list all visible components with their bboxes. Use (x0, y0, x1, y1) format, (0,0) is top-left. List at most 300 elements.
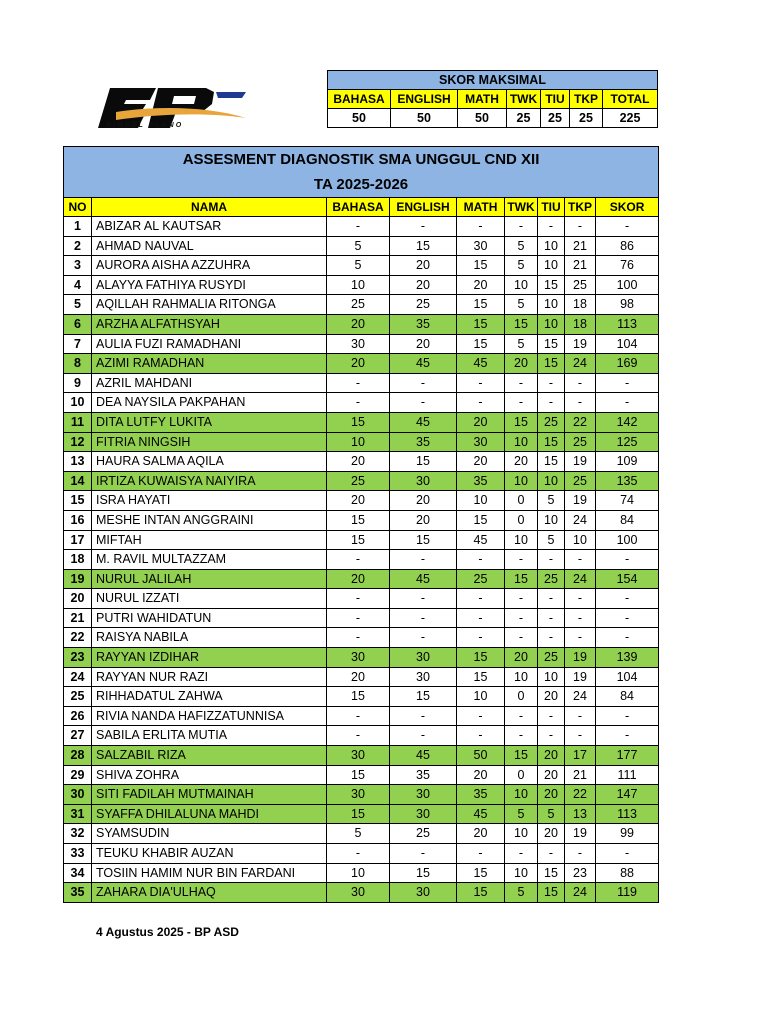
cell-tkp: 25 (565, 275, 596, 295)
cell-twk: 10 (505, 667, 538, 687)
cell-nama: AQILLAH RAHMALIA RITONGA (92, 295, 327, 315)
logo-text: BIMBEL PLANO (106, 122, 184, 129)
cell-bahasa: - (327, 706, 390, 726)
cell-tkp: 24 (565, 687, 596, 707)
table-row (64, 530, 659, 550)
cell-math: 45 (457, 530, 505, 550)
cell-tiu: 25 (538, 648, 565, 668)
cell-tiu: 20 (538, 824, 565, 844)
cell-tkp: 21 (565, 256, 596, 276)
cell-bahasa: 20 (327, 667, 390, 687)
cell-math: - (457, 706, 505, 726)
cell-nama: DEA NAYSILA PAKPAHAN (92, 393, 327, 413)
table-row (64, 785, 659, 805)
cell-no: 12 (64, 432, 92, 452)
cell-bahasa: 20 (327, 491, 390, 511)
cell-nama: NURUL IZZATI (92, 589, 327, 609)
cell-bahasa: 30 (327, 785, 390, 805)
cell-twk: 20 (505, 452, 538, 472)
cell-twk: 5 (505, 295, 538, 315)
table-row (64, 275, 659, 295)
cell-twk: - (505, 373, 538, 393)
table-row (64, 354, 659, 374)
cell-tiu: - (538, 393, 565, 413)
cell-tkp: - (565, 550, 596, 570)
table-row (64, 432, 659, 452)
cell-no: 3 (64, 256, 92, 276)
cell-bahasa: - (327, 589, 390, 609)
cell-skor: 84 (596, 510, 659, 530)
cell-tkp: 21 (565, 236, 596, 256)
cell-nama: ZAHARA DIA'ULHAQ (92, 883, 327, 903)
cell-tiu: 10 (538, 510, 565, 530)
table-row (64, 726, 659, 746)
header-no: NO (64, 198, 92, 217)
cell-bahasa: - (327, 217, 390, 237)
cell-nama: DITA LUTFY LUKITA (92, 412, 327, 432)
cell-tkp: - (565, 217, 596, 237)
cell-bahasa: 15 (327, 804, 390, 824)
cell-nama: MESHE INTAN ANGGRAINI (92, 510, 327, 530)
cell-skor: 98 (596, 295, 659, 315)
cell-nama: RAYYAN IZDIHAR (92, 648, 327, 668)
cell-math: 30 (457, 236, 505, 256)
cell-no: 1 (64, 217, 92, 237)
cell-tkp: 18 (565, 295, 596, 315)
cell-math: 45 (457, 804, 505, 824)
cell-bahasa: 20 (327, 314, 390, 334)
cell-no: 29 (64, 765, 92, 785)
table-row (64, 314, 659, 334)
cell-twk: - (505, 217, 538, 237)
cell-math: 15 (457, 510, 505, 530)
cell-tkp: 22 (565, 412, 596, 432)
cell-tiu: - (538, 550, 565, 570)
cell-twk: - (505, 608, 538, 628)
cell-tiu: 15 (538, 452, 565, 472)
max-value-english: 50 (391, 109, 458, 128)
cell-tkp: 25 (565, 432, 596, 452)
cell-math: 20 (457, 452, 505, 472)
cell-bahasa: 10 (327, 863, 390, 883)
cell-no: 15 (64, 491, 92, 511)
cell-tkp: 25 (565, 471, 596, 491)
cell-skor: 113 (596, 804, 659, 824)
cell-twk: - (505, 706, 538, 726)
cell-skor: 139 (596, 648, 659, 668)
cell-tkp: 24 (565, 883, 596, 903)
cell-math: - (457, 550, 505, 570)
cell-nama: RAYYAN NUR RAZI (92, 667, 327, 687)
cell-no: 18 (64, 550, 92, 570)
cell-tiu: 15 (538, 432, 565, 452)
cell-tiu: 5 (538, 491, 565, 511)
cell-nama: RIVIA NANDA HAFIZZATUNNISA (92, 706, 327, 726)
cell-no: 25 (64, 687, 92, 707)
cell-no: 5 (64, 295, 92, 315)
table-row (64, 608, 659, 628)
cell-tiu: 10 (538, 471, 565, 491)
cell-math: 25 (457, 569, 505, 589)
cell-tkp: - (565, 726, 596, 746)
cell-skor: 119 (596, 883, 659, 903)
table-row (64, 334, 659, 354)
header-math: MATH (457, 198, 505, 217)
header-tiu: TIU (538, 198, 565, 217)
table-row (64, 569, 659, 589)
cell-english: 30 (390, 883, 457, 903)
cell-nama: SYAFFA DHILALUNA MAHDI (92, 804, 327, 824)
max-score-table (327, 70, 658, 128)
cell-tkp: 17 (565, 746, 596, 766)
cell-nama: IRTIZA KUWAISYA NAIYIRA (92, 471, 327, 491)
cell-twk: 10 (505, 863, 538, 883)
cell-no: 35 (64, 883, 92, 903)
cell-skor: - (596, 217, 659, 237)
cell-skor: 147 (596, 785, 659, 805)
cell-skor: 100 (596, 530, 659, 550)
cell-nama: SABILA ERLITA MUTIA (92, 726, 327, 746)
cell-math: 15 (457, 667, 505, 687)
cell-skor: 111 (596, 765, 659, 785)
cell-tiu: 5 (538, 530, 565, 550)
cell-math: 35 (457, 471, 505, 491)
cell-math: 15 (457, 883, 505, 903)
cell-english: - (390, 726, 457, 746)
cell-math: 20 (457, 824, 505, 844)
cell-twk: 5 (505, 236, 538, 256)
cell-tiu: 15 (538, 334, 565, 354)
cell-tiu: 10 (538, 667, 565, 687)
cell-bahasa: 15 (327, 530, 390, 550)
cell-math: 50 (457, 746, 505, 766)
cell-nama: ISRA HAYATI (92, 491, 327, 511)
cell-skor: 109 (596, 452, 659, 472)
cell-english: 30 (390, 804, 457, 824)
cell-nama: RIHHADATUL ZAHWA (92, 687, 327, 707)
cell-tiu: - (538, 706, 565, 726)
cell-no: 13 (64, 452, 92, 472)
cell-nama: AZIMI RAMADHAN (92, 354, 327, 374)
cell-tiu: 10 (538, 295, 565, 315)
cell-math: 30 (457, 432, 505, 452)
cell-english: 15 (390, 530, 457, 550)
cell-bahasa: 25 (327, 295, 390, 315)
max-header-bahasa: BAHASA (328, 90, 391, 109)
cell-tkp: - (565, 373, 596, 393)
cell-no: 27 (64, 726, 92, 746)
cell-skor: - (596, 726, 659, 746)
cell-nama: AURORA AISHA AZZUHRA (92, 256, 327, 276)
cell-skor: 113 (596, 314, 659, 334)
cell-twk: 20 (505, 354, 538, 374)
max-header-total: TOTAL (603, 90, 658, 109)
table-row (64, 491, 659, 511)
cell-nama: TOSIIN HAMIM NUR BIN FARDANI (92, 863, 327, 883)
cell-nama: PUTRI WAHIDATUN (92, 608, 327, 628)
cell-nama: M. RAVIL MULTAZZAM (92, 550, 327, 570)
cell-bahasa: - (327, 726, 390, 746)
cell-bahasa: 30 (327, 648, 390, 668)
cell-skor: 177 (596, 746, 659, 766)
cell-tiu: 10 (538, 314, 565, 334)
cell-nama: ABIZAR AL KAUTSAR (92, 217, 327, 237)
cell-nama: ALAYYA FATHIYA RUSYDI (92, 275, 327, 295)
table-row (64, 824, 659, 844)
cell-no: 28 (64, 746, 92, 766)
cell-english: 30 (390, 471, 457, 491)
table-row (64, 510, 659, 530)
cell-tkp: 10 (565, 530, 596, 550)
cell-tkp: 19 (565, 452, 596, 472)
cell-english: 20 (390, 334, 457, 354)
cell-bahasa: 5 (327, 236, 390, 256)
cell-tkp: - (565, 608, 596, 628)
cell-math: - (457, 844, 505, 864)
cell-tkp: 19 (565, 491, 596, 511)
cell-math: 15 (457, 863, 505, 883)
cell-tkp: 23 (565, 863, 596, 883)
cell-tkp: 22 (565, 785, 596, 805)
header-skor: SKOR (596, 198, 659, 217)
cell-math: - (457, 393, 505, 413)
cell-tkp: 24 (565, 354, 596, 374)
cell-twk: - (505, 844, 538, 864)
table-row (64, 256, 659, 276)
cell-no: 8 (64, 354, 92, 374)
cell-no: 17 (64, 530, 92, 550)
cell-tkp: 24 (565, 569, 596, 589)
cell-nama: AZRIL MAHDANI (92, 373, 327, 393)
cell-twk: 10 (505, 530, 538, 550)
cell-twk: 5 (505, 804, 538, 824)
cell-tiu: 20 (538, 765, 565, 785)
cell-math: 45 (457, 354, 505, 374)
cell-tkp: 19 (565, 667, 596, 687)
cell-twk: 0 (505, 510, 538, 530)
cell-skor: - (596, 589, 659, 609)
cell-bahasa: - (327, 550, 390, 570)
cell-twk: 10 (505, 471, 538, 491)
cell-nama: HAURA SALMA AQILA (92, 452, 327, 472)
cell-bahasa: 30 (327, 883, 390, 903)
cell-math: - (457, 628, 505, 648)
cell-skor: 84 (596, 687, 659, 707)
cell-english: 30 (390, 667, 457, 687)
cell-bahasa: 20 (327, 452, 390, 472)
cell-tiu: 20 (538, 785, 565, 805)
cell-tiu: 10 (538, 236, 565, 256)
cell-english: 15 (390, 452, 457, 472)
cell-bahasa: 15 (327, 687, 390, 707)
cell-nama: FITRIA NINGSIH (92, 432, 327, 452)
cell-tkp: - (565, 628, 596, 648)
cell-no: 21 (64, 608, 92, 628)
max-score-title: SKOR MAKSIMAL (328, 71, 658, 90)
cell-no: 22 (64, 628, 92, 648)
table-row (64, 746, 659, 766)
cell-twk: 15 (505, 412, 538, 432)
cell-skor: 99 (596, 824, 659, 844)
cell-skor: 104 (596, 334, 659, 354)
cell-english: 20 (390, 256, 457, 276)
cell-bahasa: - (327, 628, 390, 648)
cell-skor: - (596, 550, 659, 570)
cell-math: - (457, 726, 505, 746)
cell-twk: 5 (505, 334, 538, 354)
cell-tiu: - (538, 726, 565, 746)
cell-math: 15 (457, 334, 505, 354)
cell-skor: 86 (596, 236, 659, 256)
cell-tiu: 15 (538, 275, 565, 295)
table-row (64, 373, 659, 393)
cell-twk: 10 (505, 432, 538, 452)
cell-twk: 10 (505, 785, 538, 805)
cell-tiu: 15 (538, 863, 565, 883)
cell-twk: 15 (505, 569, 538, 589)
cell-tkp: 19 (565, 824, 596, 844)
cell-tiu: 5 (538, 804, 565, 824)
cell-twk: 5 (505, 883, 538, 903)
cell-skor: 125 (596, 432, 659, 452)
cell-tiu: 15 (538, 354, 565, 374)
max-header-english: ENGLISH (391, 90, 458, 109)
cell-bahasa: 20 (327, 569, 390, 589)
max-value-tiu: 25 (541, 109, 570, 128)
cell-no: 10 (64, 393, 92, 413)
cell-no: 33 (64, 844, 92, 864)
cell-bahasa: - (327, 844, 390, 864)
cell-tiu: - (538, 589, 565, 609)
cell-english: - (390, 217, 457, 237)
cell-no: 24 (64, 667, 92, 687)
cell-no: 26 (64, 706, 92, 726)
cell-english: 35 (390, 314, 457, 334)
cell-nama: ARZHA ALFATHSYAH (92, 314, 327, 334)
cell-math: 20 (457, 275, 505, 295)
cell-bahasa: 30 (327, 746, 390, 766)
table-row (64, 706, 659, 726)
cell-bahasa: 30 (327, 334, 390, 354)
cell-english: 45 (390, 354, 457, 374)
cell-no: 6 (64, 314, 92, 334)
cell-skor: 135 (596, 471, 659, 491)
cell-english: 45 (390, 746, 457, 766)
table-title: ASSESMENT DIAGNOSTIK SMA UNGGUL CND XII (64, 147, 659, 174)
cell-english: - (390, 844, 457, 864)
cell-twk: 0 (505, 765, 538, 785)
table-row (64, 471, 659, 491)
cell-tiu: 20 (538, 687, 565, 707)
cell-skor: - (596, 628, 659, 648)
cell-skor: 104 (596, 667, 659, 687)
cell-tkp: 19 (565, 334, 596, 354)
cell-english: 25 (390, 824, 457, 844)
cell-tkp: 24 (565, 510, 596, 530)
cell-bahasa: 15 (327, 412, 390, 432)
cell-twk: 10 (505, 275, 538, 295)
cell-nama: SYAMSUDIN (92, 824, 327, 844)
cell-tiu: 25 (538, 412, 565, 432)
cell-nama: AHMAD NAUVAL (92, 236, 327, 256)
cell-twk: 10 (505, 824, 538, 844)
cell-nama: SALZABIL RIZA (92, 746, 327, 766)
cell-skor: - (596, 373, 659, 393)
cell-no: 11 (64, 412, 92, 432)
cell-twk: - (505, 550, 538, 570)
max-header-twk: TWK (507, 90, 541, 109)
cell-english: 35 (390, 432, 457, 452)
cell-tiu: 20 (538, 746, 565, 766)
cell-bahasa: - (327, 393, 390, 413)
table-subtitle: TA 2025-2026 (64, 173, 659, 198)
max-value-bahasa: 50 (328, 109, 391, 128)
cell-english: 20 (390, 510, 457, 530)
table-row (64, 412, 659, 432)
cell-tiu: 25 (538, 569, 565, 589)
cell-bahasa: 15 (327, 765, 390, 785)
table-row (64, 804, 659, 824)
table-row (64, 295, 659, 315)
cell-no: 4 (64, 275, 92, 295)
cell-math: 35 (457, 785, 505, 805)
cell-twk: - (505, 589, 538, 609)
cell-nama: SITI FADILAH MUTMAINAH (92, 785, 327, 805)
cell-english: 30 (390, 648, 457, 668)
cell-math: 20 (457, 412, 505, 432)
table-row (64, 667, 659, 687)
cell-tkp: 21 (565, 765, 596, 785)
cell-tkp: 13 (565, 804, 596, 824)
table-row (64, 550, 659, 570)
cell-tkp: - (565, 706, 596, 726)
table-row (64, 217, 659, 237)
cell-tiu: 10 (538, 256, 565, 276)
table-row (64, 687, 659, 707)
cell-no: 20 (64, 589, 92, 609)
table-row (64, 863, 659, 883)
cell-bahasa: - (327, 608, 390, 628)
cell-no: 30 (64, 785, 92, 805)
cell-english: 25 (390, 295, 457, 315)
cell-english: - (390, 373, 457, 393)
cell-tkp: - (565, 844, 596, 864)
cell-math: - (457, 589, 505, 609)
table-row (64, 648, 659, 668)
cell-nama: NURUL JALILAH (92, 569, 327, 589)
cell-tkp: 18 (565, 314, 596, 334)
cell-twk: - (505, 628, 538, 648)
cell-skor: 88 (596, 863, 659, 883)
cell-english: - (390, 589, 457, 609)
cell-bahasa: - (327, 373, 390, 393)
header-bahasa: BAHASA (327, 198, 390, 217)
cell-skor: 169 (596, 354, 659, 374)
cell-bahasa: 25 (327, 471, 390, 491)
cell-no: 7 (64, 334, 92, 354)
cell-tiu: - (538, 373, 565, 393)
cell-twk: 0 (505, 491, 538, 511)
cell-nama: MIFTAH (92, 530, 327, 550)
cell-tkp: - (565, 393, 596, 413)
max-header-tiu: TIU (541, 90, 570, 109)
cell-nama: AULIA FUZI RAMADHANI (92, 334, 327, 354)
cell-math: 15 (457, 256, 505, 276)
cell-bahasa: 10 (327, 432, 390, 452)
table-row (64, 236, 659, 256)
cell-tiu: - (538, 217, 565, 237)
cell-skor: 74 (596, 491, 659, 511)
